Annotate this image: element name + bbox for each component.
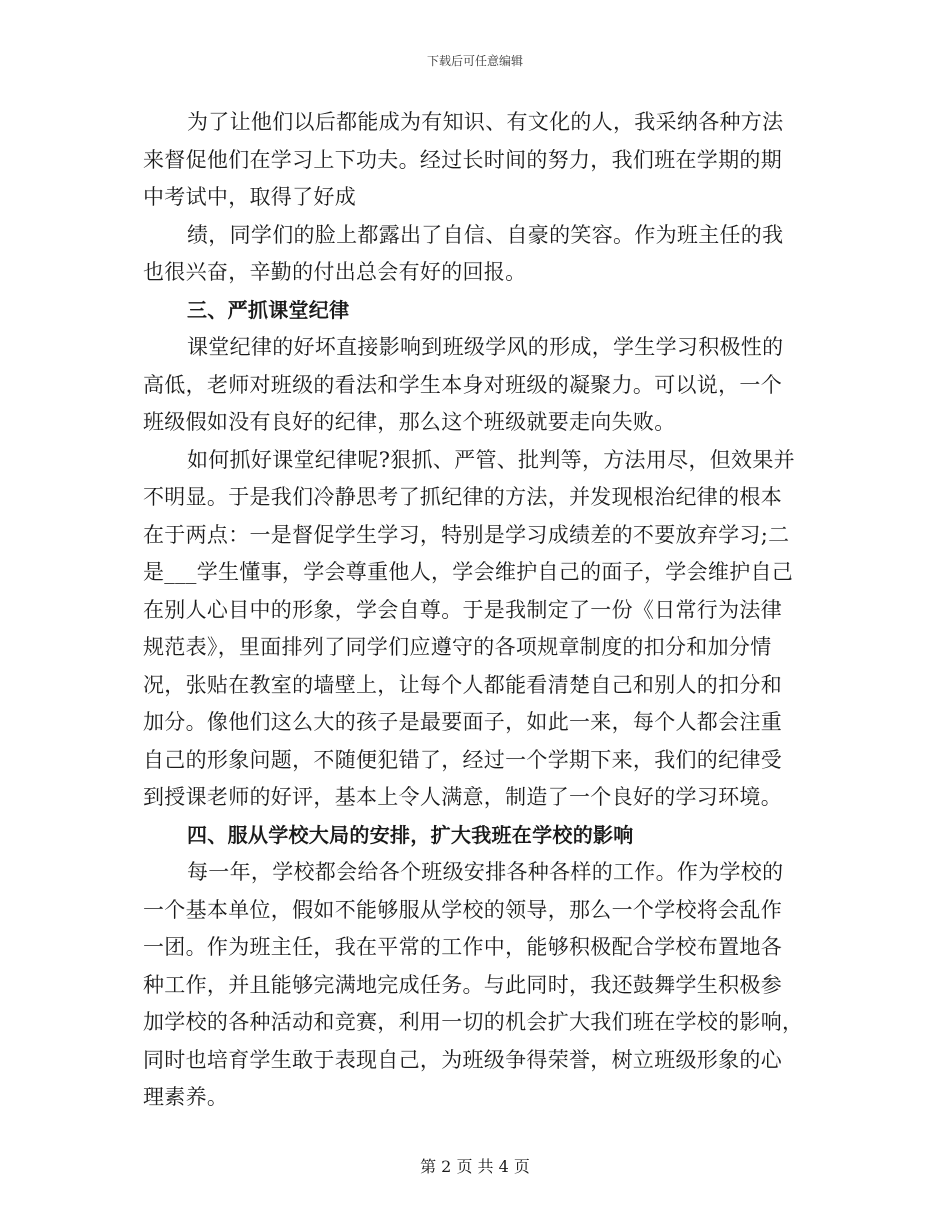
text-line: 绩，同学们的脸上都露出了自信、自豪的笑容。作为班主任的我 — [187, 222, 784, 247]
text-line: 种工作，并且能够完满地完成任务。与此同时，我还鼓舞学生积极参 — [143, 972, 782, 997]
text-line: 在别人心目中的形象，学会自尊。于是我制定了一份《日常行为法律 — [143, 597, 782, 622]
text-line: 是___学生懂事，学会尊重他人，学会维护自己的面子，学会维护自己 — [143, 560, 794, 584]
text-line: 加学校的各种活动和竞赛，利用一切的机会扩大我们班在学校的影响， — [143, 1010, 804, 1034]
text-line: 来督促他们在学习上下功夫。经过长时间的努力，我们班在学期的期 — [143, 147, 782, 172]
text-line: 也很兴奋，辛勤的付出总会有好的回报。 — [143, 260, 527, 284]
text-line: 到授课老师的好评，基本上令人满意，制造了一个良好的学习环境。 — [143, 785, 782, 809]
page-number: 第 2 页 共 4 页 — [420, 1157, 530, 1176]
text-line: 高低，老师对班级的看法和学生本身对班级的凝聚力。可以说，一个 — [143, 372, 782, 397]
text-line: 加分。像他们这么大的孩子是最要面子，如此一来，每个人都会注重 — [143, 710, 782, 734]
text-line: 同时也培育学生敢于表现自己，为班级争得荣誉，树立班级形象的心 — [143, 1047, 782, 1072]
text-line: 如何抓好课堂纪律呢?狠抓、严管、批判等，方法用尽，但效果并 — [187, 447, 795, 472]
text-line: 况，张贴在教室的墙壁上，让每个人都能看清楚自己和别人的扣分和 — [143, 672, 782, 697]
text-line: 课堂纪律的好坏直接影响到班级学风的形成，学生学习积极性的 — [187, 335, 784, 359]
text-line: 为了让他们以后都能成为有知识、有文化的人，我采纳各种方法 — [187, 110, 784, 134]
section-heading: 四、服从学校大局的安排，扩大我班在学校的影响 — [187, 822, 634, 847]
text-line: 不明显。于是我们冷静思考了抓纪律的方法，并发现根治纪律的根本 — [143, 485, 782, 509]
text-line: 中考试中，取得了好成 — [143, 185, 356, 209]
text-line: 一个基本单位，假如不能够服从学校的领导，那么一个学校将会乱作 — [143, 897, 782, 922]
text-line: 在于两点：一是督促学生学习，特别是学习成绩差的不要放弃学习;二 — [143, 522, 790, 547]
text-line: 自己的形象问题，不随便犯错了，经过一个学期下来，我们的纪律受 — [143, 747, 782, 772]
text-line: 班级假如没有良好的纪律，那么这个班级就要走向失败。 — [143, 410, 676, 434]
section-heading: 三、严抓课堂纪律 — [187, 297, 350, 322]
text-line: 每一年，学校都会给各个班级安排各种各样的工作。作为学校的 — [187, 860, 784, 884]
text-line: 规范表》，里面排列了同学们应遵守的各项规章制度的扣分和加分情 — [143, 635, 772, 659]
text-line: 理素养。 — [143, 1085, 229, 1109]
text-line: 一团。作为班主任，我在平常的工作中，能够积极配合学校布置地各 — [143, 935, 782, 959]
document-body — [143, 104, 808, 1117]
header-note: 下载后可任意编辑 — [426, 54, 523, 68]
